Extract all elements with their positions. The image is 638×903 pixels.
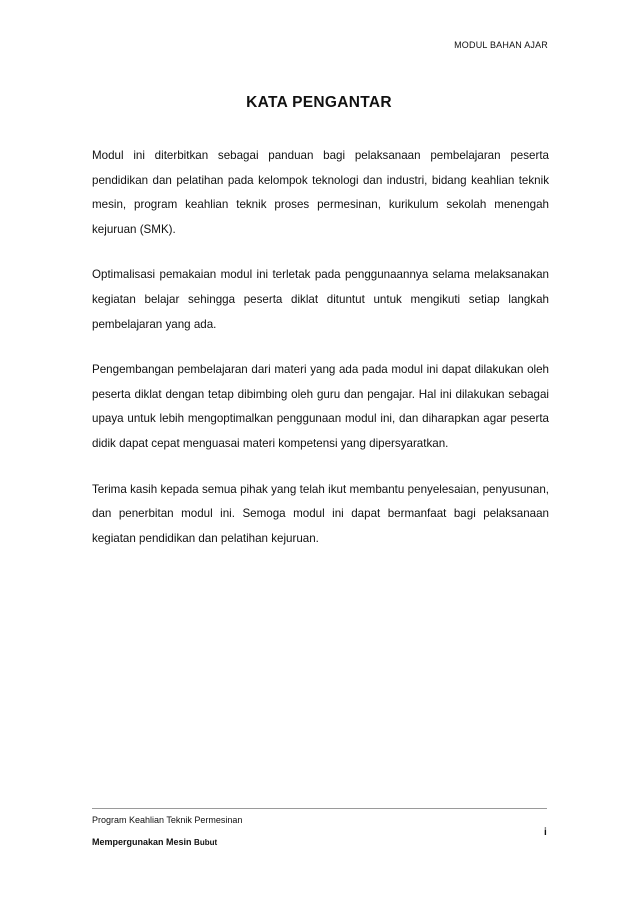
paragraph-4: Terima kasih kepada semua pihak yang telah ikut membantu penyelesaian, penyusunan, dan penerbitan modul ini. Semoga modul ini dapat bermanfaat bagi pelaksanaan kegiatan pendidikan dan pelatihan kejuruan. (92, 482, 549, 545)
running-header: MODUL BAHAN AJAR (454, 40, 548, 50)
paragraph-3: Pengembangan pembelajaran dari materi yang ada pada modul ini dapat dilakukan oleh peserta diklat dengan tetap dibimbing oleh guru dan pengajar. Hal ini dilakukan sebagai upaya untuk lebih mengoptimalkan penggunaan modul ini, dan diharapkan agar peserta didik dapat cepat menguasai materi kompetensi yang dipersyaratkan. (92, 363, 549, 450)
footer-course-main: Mempergunakan Mesin (92, 837, 192, 847)
paragraph-2: Optimalisasi pemakaian modul ini terletak pada penggunaannya selama melaksanakan kegiatan belajar sehingga peserta diklat dituntut untuk mengikuti setiap langkah pembelajaran yang ada. (92, 268, 549, 331)
footer-program: Program Keahlian Teknik Permesinan (92, 815, 243, 825)
paragraph-1: Modul ini diterbitkan sebagai panduan bagi pelaksanaan pembelajaran peserta pendidikan dan pelatihan pada kelompok teknologi dan industri, bidang keahlian teknik mesin, program keahlian teknik proses permesinan, kurikulum sekolah menengah kejuruan (SMK). (92, 149, 549, 236)
page-title: KATA PENGANTAR (246, 94, 392, 111)
preface-body (92, 144, 549, 572)
footer-divider (92, 808, 547, 809)
footer-course-small: Bubut (194, 838, 218, 847)
page-number: i (544, 827, 547, 838)
footer-course (92, 837, 217, 847)
